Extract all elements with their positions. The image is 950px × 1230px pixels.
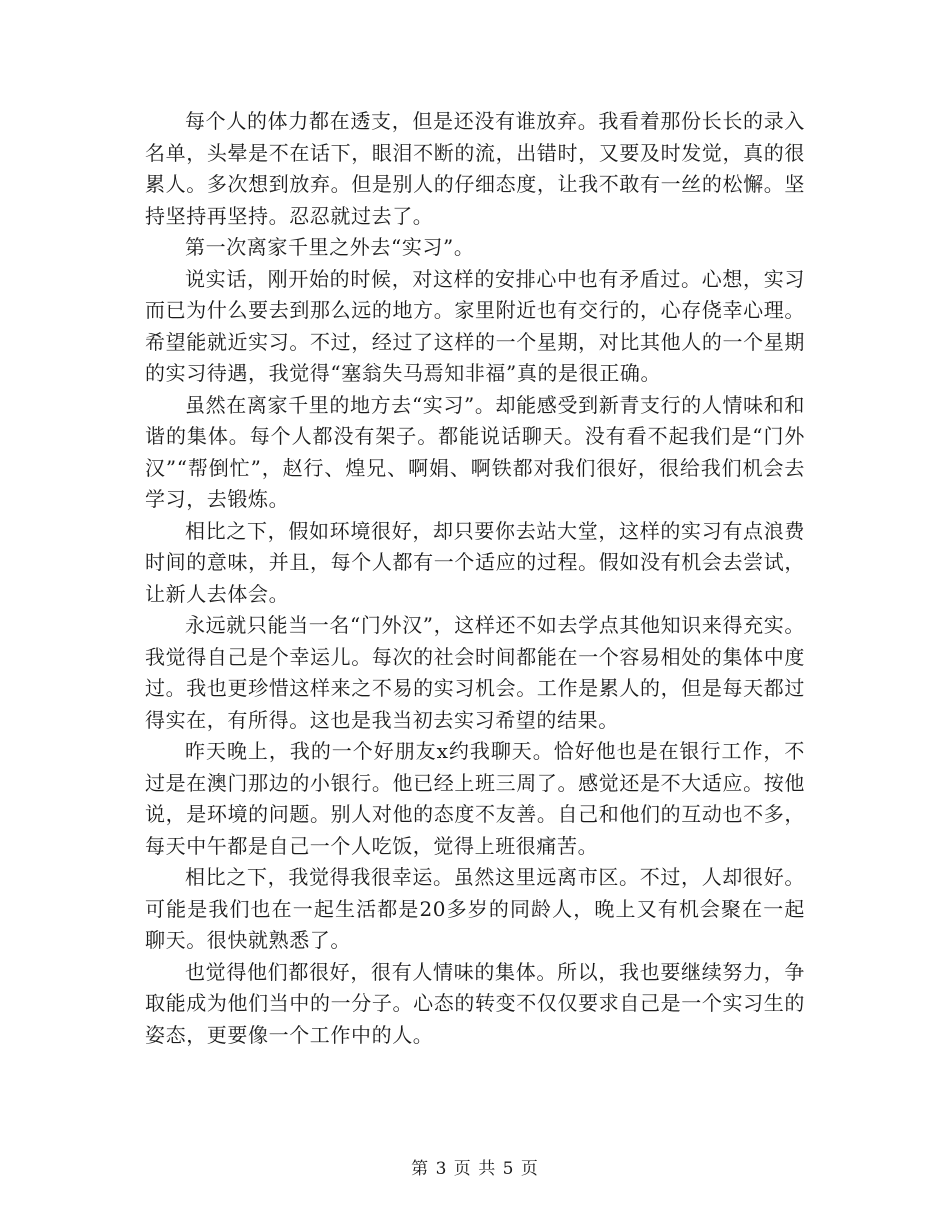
paragraph-1: 每个人的体力都在透支，但是还没有谁放弃。我看着那份长长的录入名单，头晕是不在话下，眼泪不断的流，出错时，又要及时发觉，真的很累人。多次想到放弃。但是别人的仔细态度，让我不敢有一丝的松懈。坚持坚持再坚持。忍忍就过去了。 bbox=[145, 109, 805, 228]
page-footer: 第 3 页 共 5 页 bbox=[411, 1159, 539, 1179]
paragraph-7: 昨天晚上，我的一个好朋友x约我聊天。恰好他也是在银行工作，不过是在澳门那边的小银行。他已经上班三周了。感觉还是不大适应。按他说，是环境的问题。别人对他的态度不友善。自己和他们的互动也不多，每天中午都是自己一个人吃饭，觉得上班很痛苦。 bbox=[145, 739, 805, 858]
paragraph-4: 虽然在离家千里的地方去“实习”。却能感受到新青支行的人情味和和谐的集体。每个人都没有架子。都能说话聊天。没有看不起我们是“门外汉”“帮倒忙”，赵行、煌兄、啊娟、啊铁都对我们很好，很给我们机会去学习，去锻炼。 bbox=[145, 392, 805, 511]
paragraph-3: 说实话，刚开始的时候，对这样的安排心中也有矛盾过。心想，实习而已为什么要去到那么远的地方。家里附近也有交行的，心存侥幸心理。希望能就近实习。不过，经过了这样的一个星期，对比其他人的一个星期的实习待遇，我觉得“塞翁失马焉知非福”真的是很正确。 bbox=[145, 266, 805, 385]
paragraph-2: 第一次离家千里之外去“实习”。 bbox=[185, 235, 475, 259]
paragraph-5: 相比之下，假如环境很好，却只要你去站大堂，这样的实习有点浪费时间的意味，并且，每个人都有一个适应的过程。假如没有机会去尝试，让新人去体会。 bbox=[145, 518, 805, 606]
paragraph-9: 也觉得他们都很好，很有人情味的集体。所以，我也要继续努力，争取能成为他们当中的一分子。心态的转变不仅仅要求自己是一个实习生的姿态，更要像一个工作中的人。 bbox=[145, 959, 805, 1047]
paragraph-8: 相比之下，我觉得我很幸运。虽然这里远离市区。不过，人却很好。可能是我们也在一起生活都是20多岁的同龄人，晚上又有机会聚在一起聊天。很快就熟悉了。 bbox=[145, 865, 805, 952]
body-text bbox=[145, 106, 805, 1051]
paragraph-6: 永远就只能当一名“门外汉”，这样还不如去学点其他知识来得充实。我觉得自己是个幸运儿。每次的社会时间都能在一个容易相处的集体中度过。我也更珍惜这样来之不易的实习机会。工作是累人的，但是每天都过得实在，有所得。这也是我当初去实习希望的结果。 bbox=[145, 613, 805, 732]
